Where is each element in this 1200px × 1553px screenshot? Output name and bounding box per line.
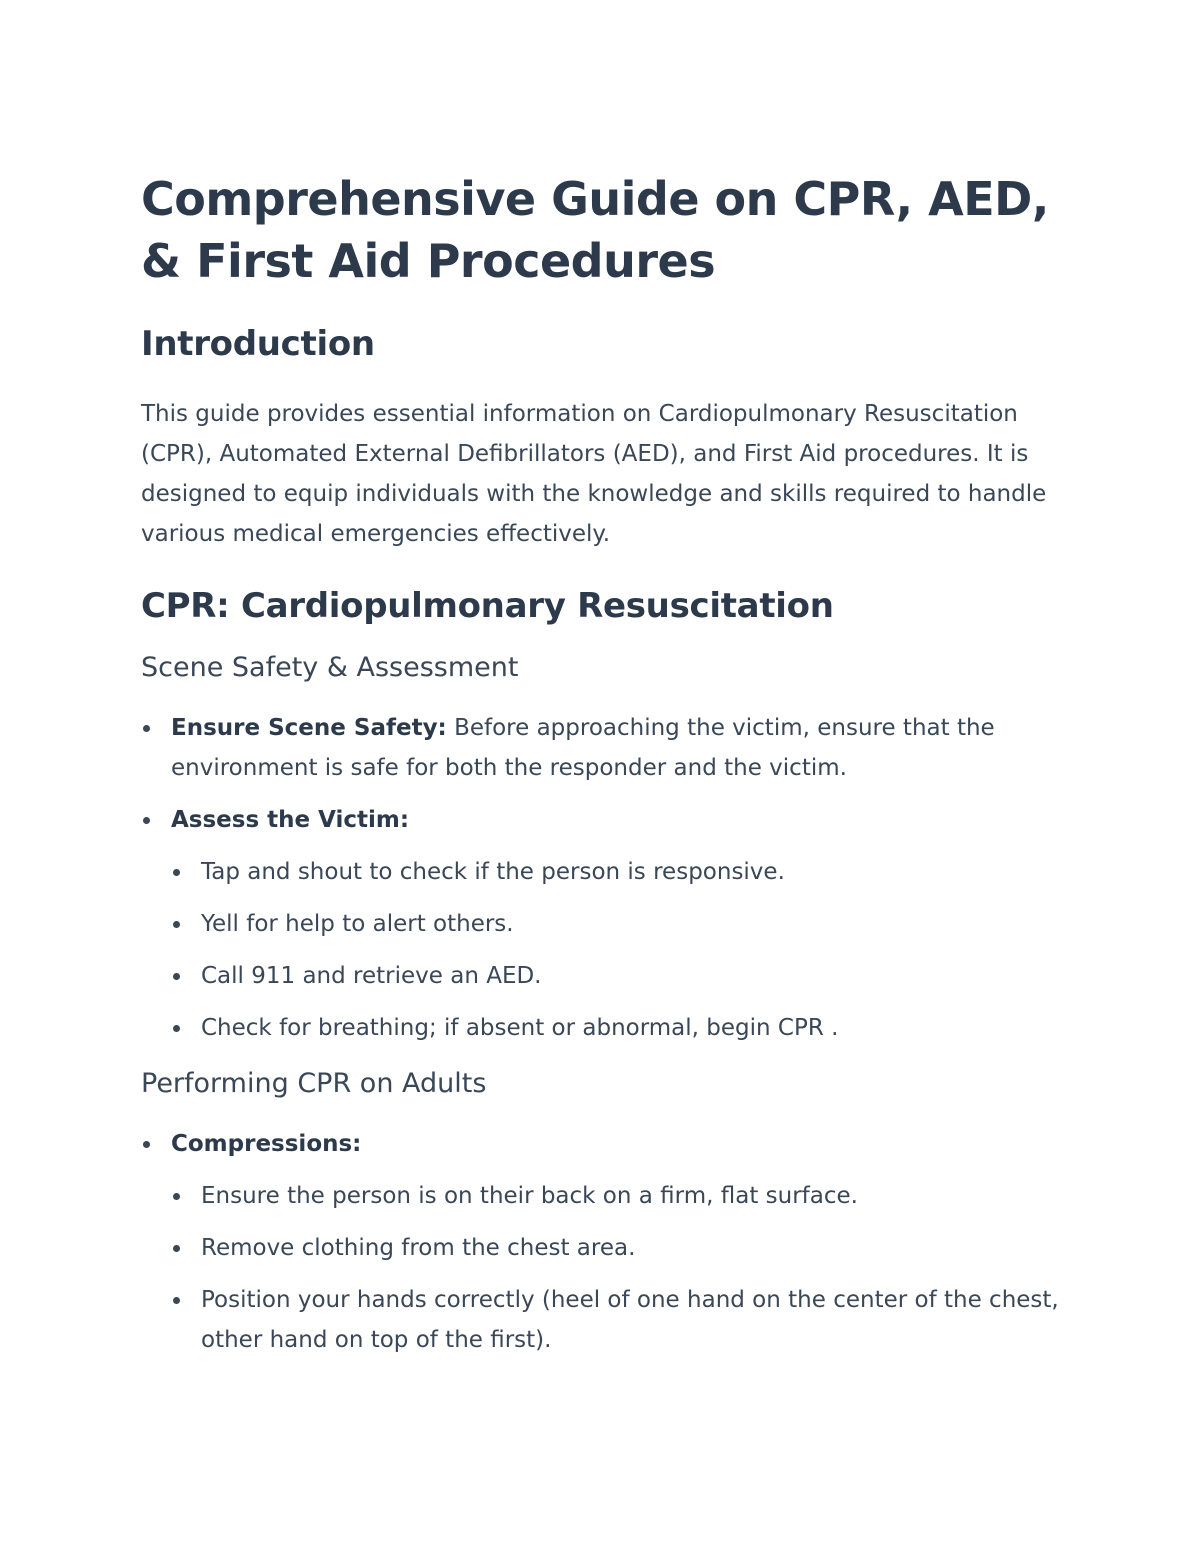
sublist-item-text: Position your hands correctly (heel of one hand on the center of the chest, other hand on top of the first).: [201, 1287, 1059, 1353]
sublist-item: [171, 1280, 1061, 1360]
bullet-icon: [143, 1141, 150, 1148]
cpr-section-heading: CPR: Cardiopulmonary Resuscitation: [141, 586, 834, 626]
bullet-icon: [173, 973, 180, 980]
list-item: [141, 1124, 1061, 1360]
list-item: [141, 708, 1061, 788]
bullet-icon: [173, 1245, 180, 1252]
list-item-label: Assess the Victim:: [171, 807, 410, 833]
sublist-item: [171, 1228, 1061, 1268]
sublist-item: [171, 852, 1061, 892]
compressions-sublist: [171, 1176, 1061, 1360]
introduction-heading: Introduction: [141, 324, 375, 364]
sublist-item: [171, 956, 1061, 996]
page-title: Comprehensive Guide on CPR, AED, & First Aid Procedures: [141, 172, 1049, 288]
list-item-text: Before approaching the victim, ensure that the environment is safe for both the responder and the victim.: [171, 715, 995, 781]
list-item: [141, 800, 1061, 1048]
list-item-label: Ensure Scene Safety:: [171, 715, 447, 741]
scene-safety-list: [141, 708, 1061, 1048]
list-item-label: Compressions:: [171, 1131, 362, 1157]
bullet-icon: [173, 869, 180, 876]
bullet-icon: [173, 1025, 180, 1032]
sublist-item: [171, 1008, 1061, 1048]
bullet-icon: [173, 1297, 180, 1304]
document-page: [141, 168, 1061, 1360]
sublist-item: [171, 1176, 1061, 1216]
bullet-icon: [173, 921, 180, 928]
adult-cpr-heading: Performing CPR on Adults: [141, 1068, 487, 1099]
sublist-item-text: Yell for help to alert others.: [201, 911, 514, 937]
bullet-icon: [173, 1193, 180, 1200]
bullet-icon: [143, 725, 150, 732]
sublist-item-text: Ensure the person is on their back on a firm, flat surface.: [201, 1183, 858, 1209]
adult-cpr-list: [141, 1124, 1061, 1360]
assess-victim-sublist: [171, 852, 1061, 1048]
sublist-item-text: Check for breathing; if absent or abnormal, begin CPR .: [201, 1015, 839, 1041]
sublist-item-text: Remove clothing from the chest area.: [201, 1235, 636, 1261]
sublist-item-text: Tap and shout to check if the person is responsive.: [201, 859, 785, 885]
bullet-icon: [143, 817, 150, 824]
introduction-paragraph: This guide provides essential information on Cardiopulmonary Resuscitation (CPR), Automated External Defibrillators (AED), and First Aid procedures. It is designed to equip individuals with the knowledge and skills required to handle various medical emergencies effectively.: [141, 401, 1047, 547]
sublist-item: [171, 904, 1061, 944]
scene-safety-heading: Scene Safety & Assessment: [141, 652, 519, 683]
sublist-item-text: Call 911 and retrieve an AED.: [201, 963, 542, 989]
